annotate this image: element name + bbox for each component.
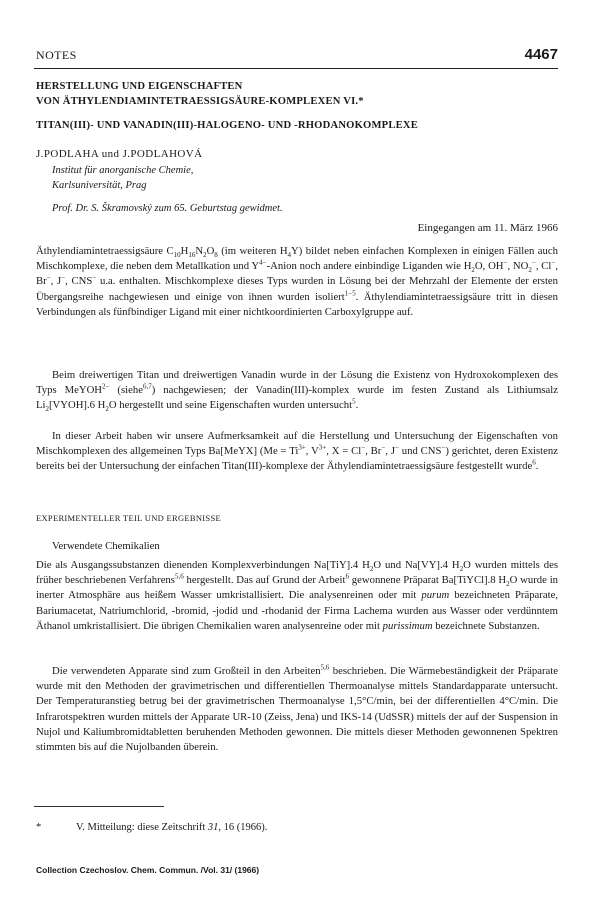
article-subtitle: TITAN(III)- UND VANADIN(III)-HALOGENO- UND -RHODANOKOMPLEXE xyxy=(36,120,419,131)
page-number: 4467 xyxy=(524,46,558,63)
paragraph-text: Beim dreiwertigen Titan und dreiwertigen Vanadin wurde in der Lösung die Existenz von Hydroxokomplexen des Typs MeYOH$^{2-}$ (siehe$^{6,7}$) nachgewiesen; der Vanadin(III)-komplex wurde im festen Zustand als Lithiumsalz $Li_2[VYOH].6$ $H_2O$ hergestellt und seine Eigenschaften wurden untersucht$^5$. xyxy=(36,369,558,414)
footnote-mark: * xyxy=(36,822,42,833)
paragraph-text: Die als Ausgangssubstanzen dienenden Komplexverbindungen Na[TiY].4 $H_2O$ und Na[VY].4 $H_2O$ wurden mittels des früher beschriebenen Verfahrens$^{5,6}$ hergestellt. Das auf Grund der Arbeit$^6$ gewonnene Präparat Ba[TiYCl].8 $H_2O$ wurde in inerter Atmosphäre aus heißem Wasser umkristallisiert. Die analysenreinen oder mit purum bezeichneten Präparate, Bariumacetat, Natriumchlorid, -bromid, -jodid und -rhodanid der Firma Lachema wurden aus Wasser oder verdünntem Äthanol umkristallisiert. Die übrigen Chemikalien waren analysenreine oder mit purissimum bezeichnete Substanzen. xyxy=(36,559,559,632)
header-rule xyxy=(34,68,558,69)
paragraph-text: Äthylendiamintetraessigsäure $C_{10}H_{16}N_2O_8$ (im weiteren $H_4Y$) bildet neben einfachen Komplexen in einigen Fällen auch Mischkomplexe, die neben dem Metallkation und $Y^{4-}$-Anion noch andere einbindige Liganden wie $H_2O$, OH−, $NO_2^-$, Cl−, Br−, J−, CNS− u.a. enthalten. Mischkomplexe dieses Typs wurden in Lösung bei der Mehrzahl der Elemente der ersten Übergangsreihe nachgewiesen und einige von ihnen wurden isoliert$^{1-5}$. Äthylendiamintetraessigsäure tritt in diesen Verbindungen als fünfbindiger Ligand mit einer nichtkoordinierten Carboxylgruppe auf. xyxy=(36,245,559,318)
paragraph-aim xyxy=(36,429,558,475)
paragraph-hydroxo-complexes xyxy=(36,368,558,414)
footnote: * V. Mitteilung: diese Zeitschrift 31, 16 (1966). xyxy=(36,822,268,833)
paragraph-apparatus xyxy=(36,664,558,755)
footnote-volume: 31 xyxy=(207,822,219,833)
institute-line-2: Karlsuniversität, Prag xyxy=(52,180,147,191)
dedication: Prof. Dr. S. Škramovský zum 65. Geburtstag gewidmet. xyxy=(52,203,283,214)
subsection-heading: Verwendete Chemikalien xyxy=(52,540,160,552)
article-title-line-1: HERSTELLUNG UND EIGENSCHAFTEN xyxy=(36,81,243,92)
received-date: Eingegangen am 11. März 1966 xyxy=(417,222,558,234)
authors: J.PODLAHA und J.PODLAHOVÁ xyxy=(36,148,203,160)
paragraph-chemicals xyxy=(36,558,558,634)
section-label: NOTES xyxy=(36,48,77,62)
paragraph-introduction xyxy=(36,244,558,320)
institute-line-1: Institut für anorganische Chemie, xyxy=(52,165,194,176)
paragraph-text: In dieser Arbeit haben wir unsere Aufmerksamkeit auf die Herstellung und Untersuchung der Eigenschaften von Mischkomplexen des allgemeinen Typs Ba[MeYX] ($Me = Ti^{3+}$, $V^{3+}$, X = Cl−, Br−, J− und CNS−) gerichtet, deren Existenz bereits bei der Untersuchung der einfachen Titan(III)-komplexe der Äthylendiamintetraessigsäure festgestellt wurde$^6$. xyxy=(36,430,558,473)
article-title-line-2: VON ÄTHYLENDIAMINTETRAESSIGSÄURE-KOMPLEXEN VI.* xyxy=(36,96,364,107)
paragraph-text: Die verwendeten Apparate sind zum Großteil in den Arbeiten$^{5,6}$ beschrieben. Die Wärmebeständigkeit der Präparate wurde mit den Methoden der gravimetrischen und differentiellen Thermoanalyse mittels Standardapparate untersucht. Der Temperaturanstieg betrug bei der gravimetrischen Thermoanalyse 1,5°C/min, bei der differentiellen 4°C/min. Die Infrarotspektren wurden mittels der Apparate UR-10 (Zeiss, Jena) und IKS-14 (UdSSR) mittels der auf der Suspension in Nujol und Kaliumbromidtabletten beruhenden Methoden gewonnen. Die mittels dieser Methoden gewonnenen Spektren stimmten bis auf die Nujolbanden überein. xyxy=(36,663,558,754)
running-head xyxy=(36,48,558,64)
section-heading: EXPERIMENTELLER TEIL UND ERGEBNISSE xyxy=(36,513,221,523)
journal-citation: Collection Czechoslov. Chem. Commun. /Vol. 31/ (1966) xyxy=(36,865,260,875)
footnote-rule xyxy=(34,806,164,807)
